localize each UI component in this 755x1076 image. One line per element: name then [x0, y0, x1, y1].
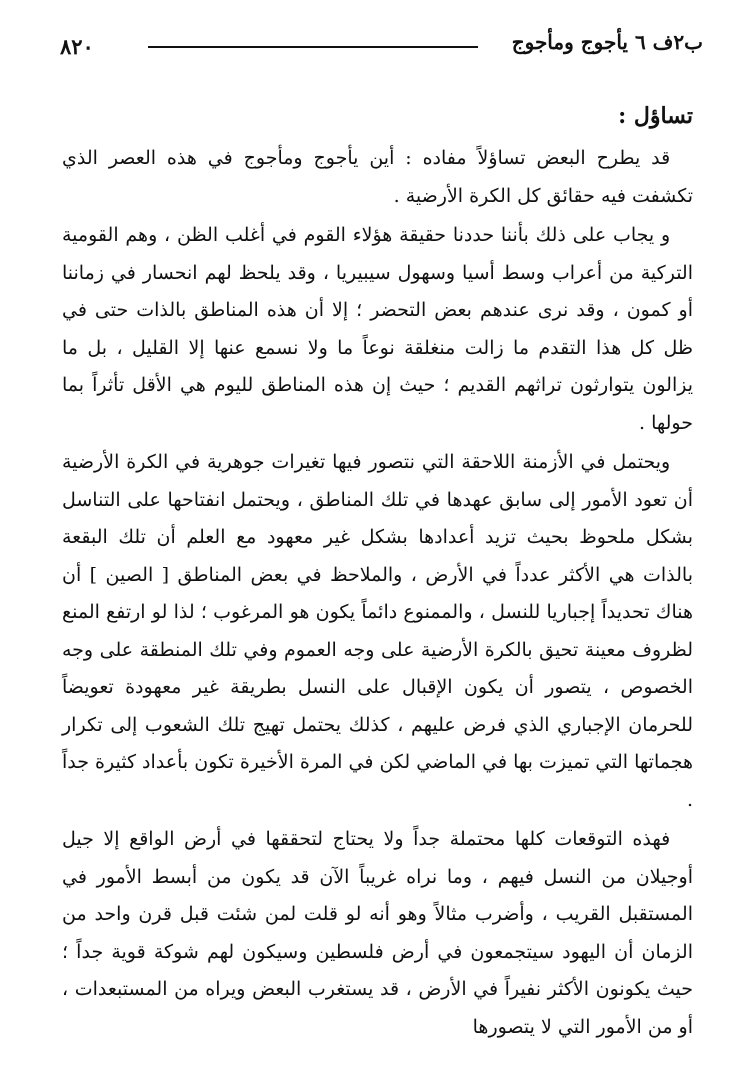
paragraph: فهذه التوقعات كلها محتملة جداً ولا يحتاج لتحققها في أرض الواقع إلا جيل أوجيلان من النسل فيهم ، وما نراه غريباً الآن قد يكون من أبسط الأمور في المستقبل القريب ، وأضرب مثالاً وهو أنه لو قلت لمن شئت قبل قرن واحد من الزمان أن اليهود سيتجمعون في أرض فلسطين وسيكون لهم شوكة قوية جداً ؛ حيث يكونون الأكثر نفيراً في الأرض ، قد يستغرب البعض ويراه من المستبعدات ، أو من الأمور التي لا يتصورها: [62, 828, 693, 1038]
section-heading: تساؤل :: [618, 103, 693, 129]
page-header: [60, 30, 703, 64]
page-number: ٨٢٠: [60, 34, 94, 59]
paragraph: قد يطرح البعض تساؤلاً مفاده : أين يأجوج ومأجوج في هذه العصر الذي تكشفت فيه حقائق كل الكرة الأرضية .: [62, 147, 693, 207]
paragraph: و يجاب على ذلك بأننا حددنا حقيقة هؤلاء القوم في أغلب الظن ، وهم القومية التركية من أعراب وسط أسيا وسهول سيبيريا ، وقد يلحظ لهم انحسار في زماننا أو كمون ، وقد نرى عندهم بعض التحضر ؛ إلا أن هذه المناطق بالذات حتى في ظل كل هذا التقدم ما زالت منغلقة نوعاً ما ولا نسمع عنها إلا القليل ، بل ما يزالون يتوارثون تراثهم القديم ؛ حيث إن هذه المناطق لليوم هي الأقل تأثراً بما حولها .: [62, 224, 693, 434]
running-head: ب٢ف ٦ يأجوج ومأجوج: [511, 30, 703, 54]
paragraph: ويحتمل في الأزمنة اللاحقة التي نتصور فيها تغيرات جوهرية في الكرة الأرضية أن تعود الأمور إلى سابق عهدها في تلك المناطق ، ويحتمل انفتاحها على التناسل بشكل ملحوظ بحيث تزيد أعدادها بشكل غير معهود مع العلم أن تلك البقعة بالذات هي الأكثر عدداً في الأرض ، والملاحظ في بعض المناطق [ الصين ] أن هناك تحديداً إجباريا للنسل ، والممنوع دائماً يكون هو المرغوب ؛ لذا لو ارتفع المنع لظروف معينة تحيق بالكرة الأرضية على وجه العموم وفي تلك المنطقة على وجه الخصوص ، يتصور أن يكون الإقبال على النسل بطريقة غير معهودة تعويضاً للحرمان الإجباري الذي فرض عليهم ، كذلك يحتمل تهيج تلك الشعوب إلى تكرار هجماتها التي تميزت بها في الماضي لكن في المرة الأخيرة تكون بأعداد كثيرة جداً .: [62, 451, 693, 811]
header-rule: [148, 46, 478, 48]
page-body: [62, 96, 693, 1048]
